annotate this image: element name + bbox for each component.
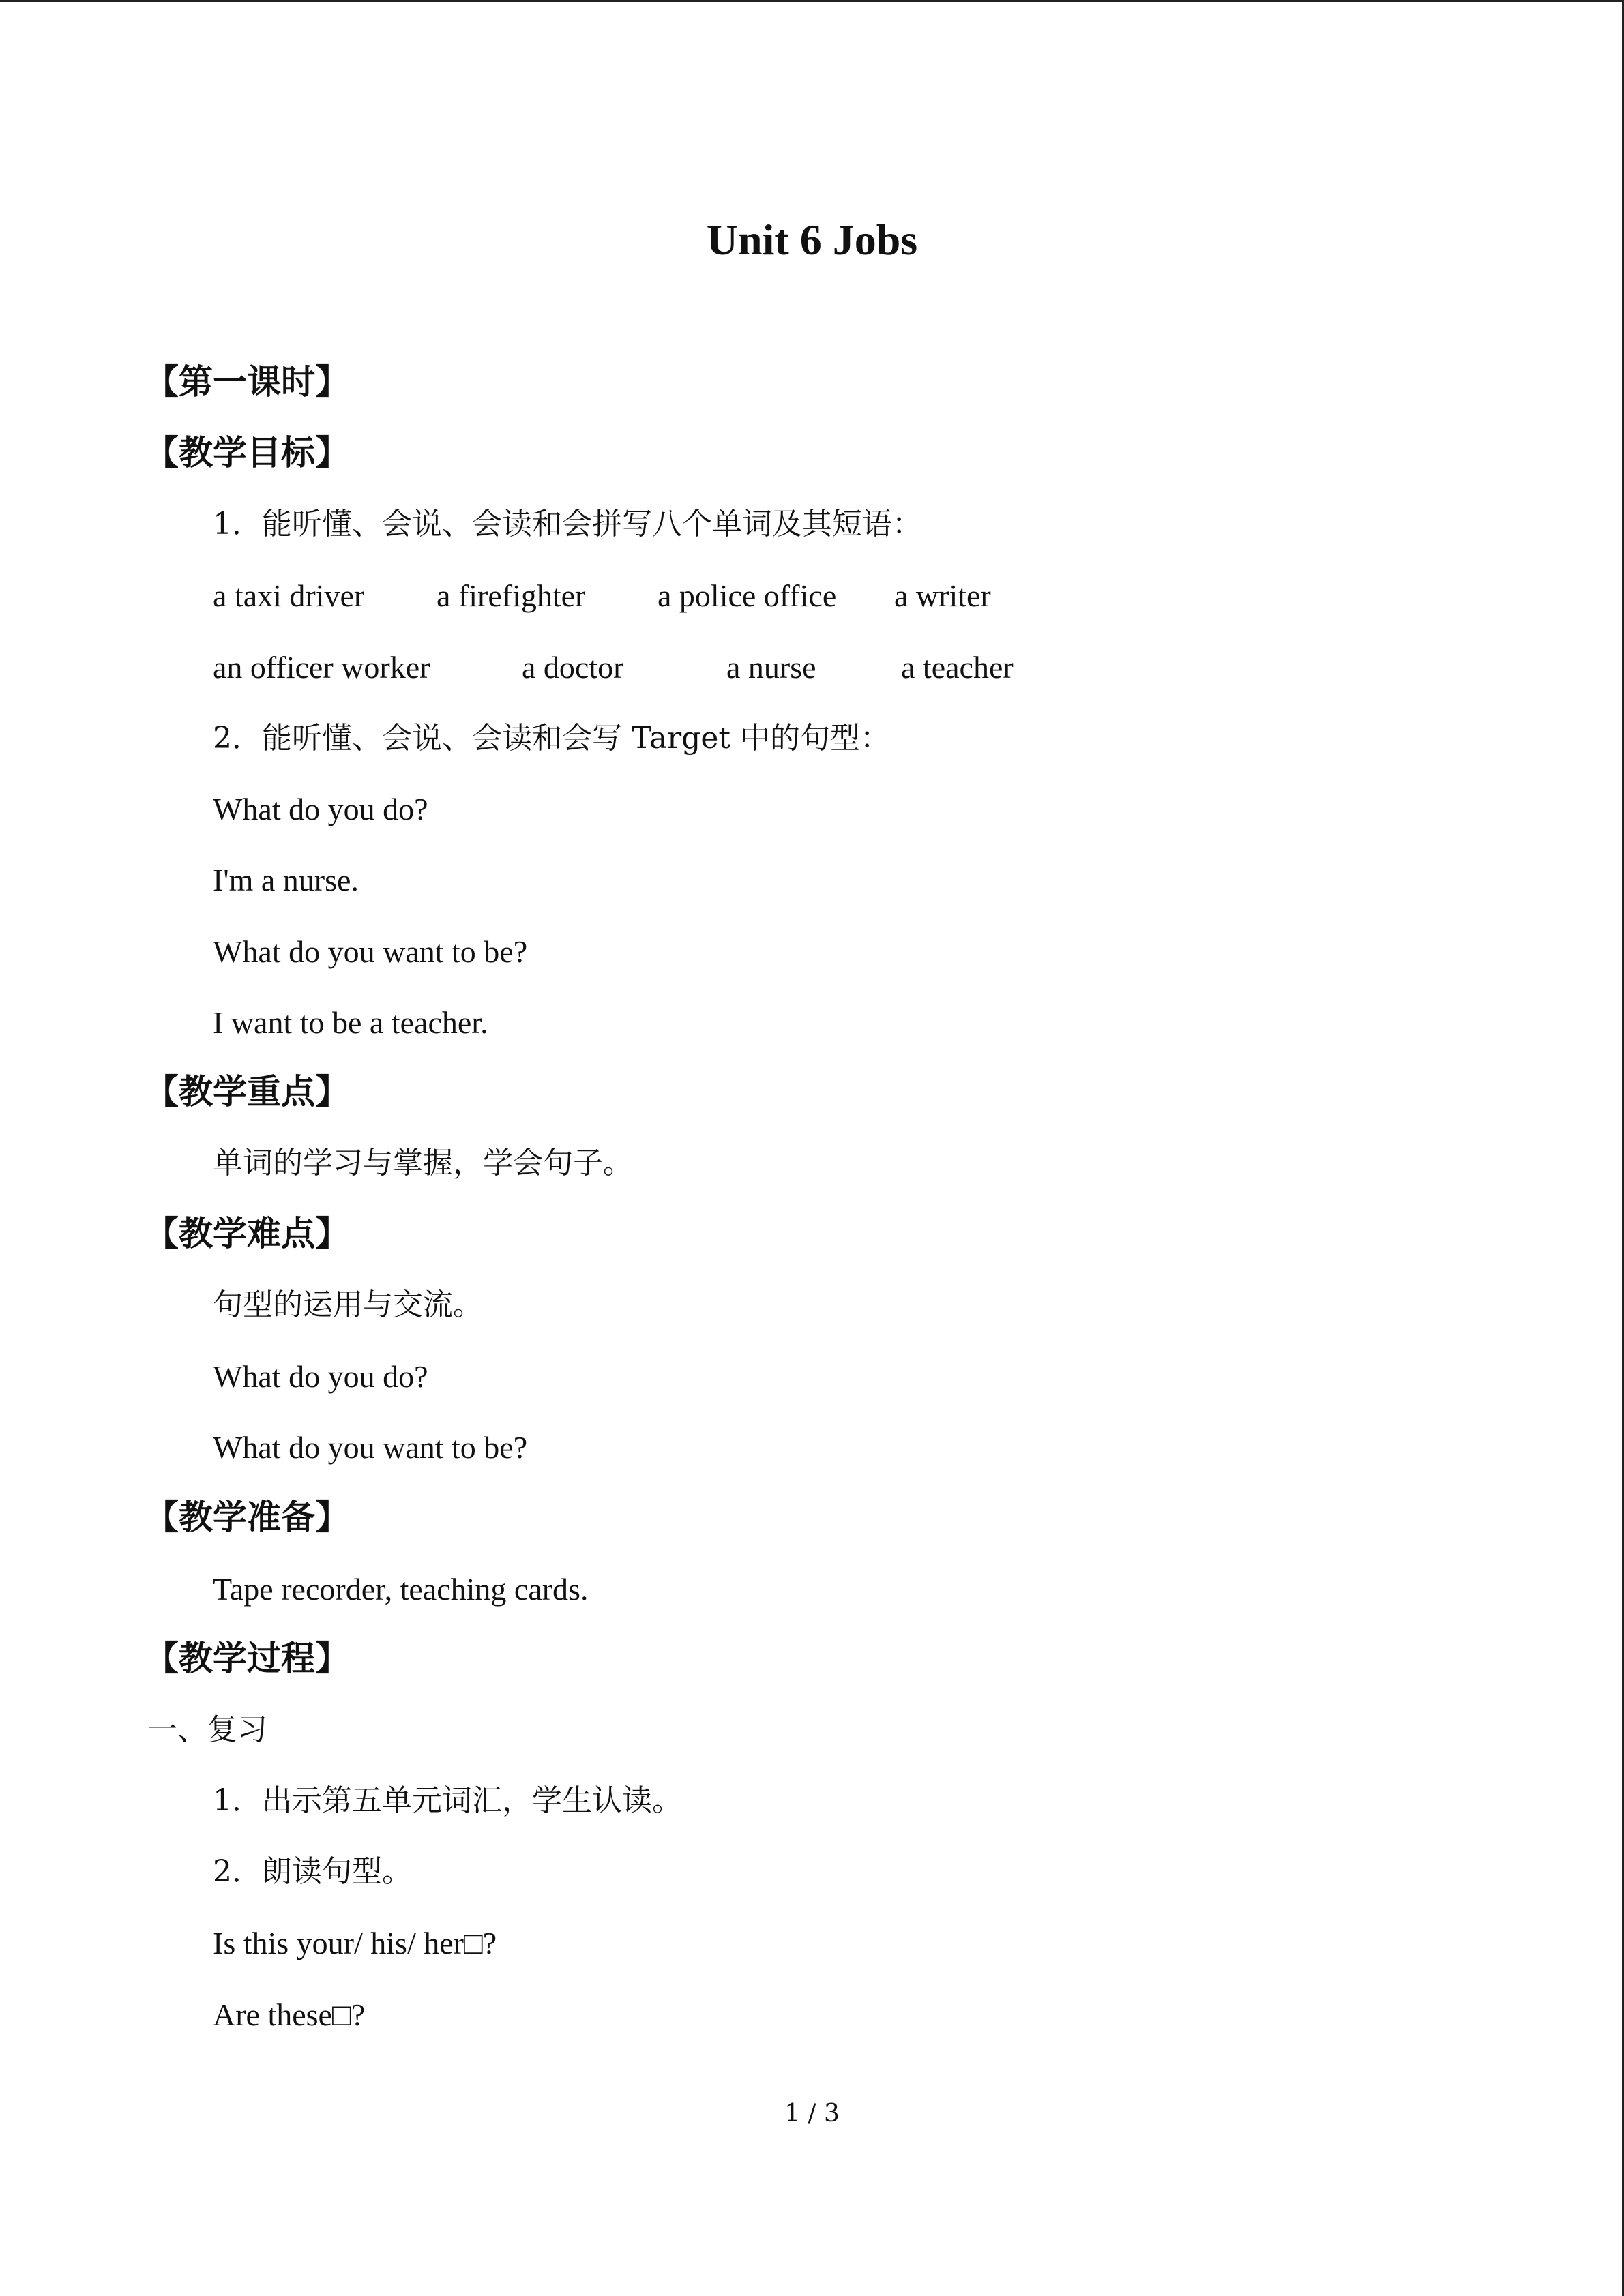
target-sentence: I want to be a teacher. <box>213 1005 488 1040</box>
key-points-heading: 【教学重点】 <box>145 1072 349 1112</box>
target-sentence: What do you want to be? <box>213 934 528 969</box>
review-sentence: Is this your/ his/ her□? <box>213 1926 497 1960</box>
difficulties-text: 句型的运用与交流。 <box>213 1287 483 1322</box>
vocab-word: a teacher <box>901 650 1014 685</box>
preparation-heading: 【教学准备】 <box>145 1497 349 1537</box>
vocab-word: a nurse <box>726 650 816 685</box>
key-points-text: 单词的学习与掌握，学会句子。 <box>213 1146 633 1180</box>
objective-item-2: 2．能听懂、会说、会读和会写 Target 中的句型： <box>213 721 891 756</box>
process-section-review: 一、复习 <box>147 1712 267 1747</box>
review-sentence: Are these□? <box>213 1997 366 2032</box>
process-heading: 【教学过程】 <box>145 1639 349 1678</box>
difficulty-sentence: What do you want to be? <box>213 1430 528 1465</box>
vocab-word: a writer <box>894 578 991 613</box>
preparation-text: Tape recorder, teaching cards. <box>213 1572 589 1607</box>
page-top-border <box>0 0 1624 2</box>
document-title: Unit 6 Jobs <box>706 215 918 264</box>
objective-item-1: 1．能听懂、会说、会读和会拼写八个单词及其短语： <box>213 507 922 541</box>
difficulty-sentence: What do you do? <box>213 1359 428 1394</box>
vocab-word: a firefighter <box>437 578 586 613</box>
vocab-word: a doctor <box>522 650 624 685</box>
page-number: 1 / 3 <box>784 2100 840 2128</box>
process-step-2: 2．朗读句型。 <box>213 1854 412 1889</box>
lesson-label: 【第一课时】 <box>145 362 349 402</box>
vocab-word: a taxi driver <box>213 578 365 613</box>
objectives-heading: 【教学目标】 <box>145 433 349 473</box>
target-sentence: I'm a nurse. <box>213 863 359 897</box>
target-sentence: What do you do? <box>213 792 428 826</box>
process-step-1: 1．出示第五单元词汇，学生认读。 <box>213 1783 682 1818</box>
vocab-word: a police office <box>658 578 837 613</box>
difficulties-heading: 【教学难点】 <box>145 1214 349 1253</box>
vocab-word: an officer worker <box>213 650 430 685</box>
